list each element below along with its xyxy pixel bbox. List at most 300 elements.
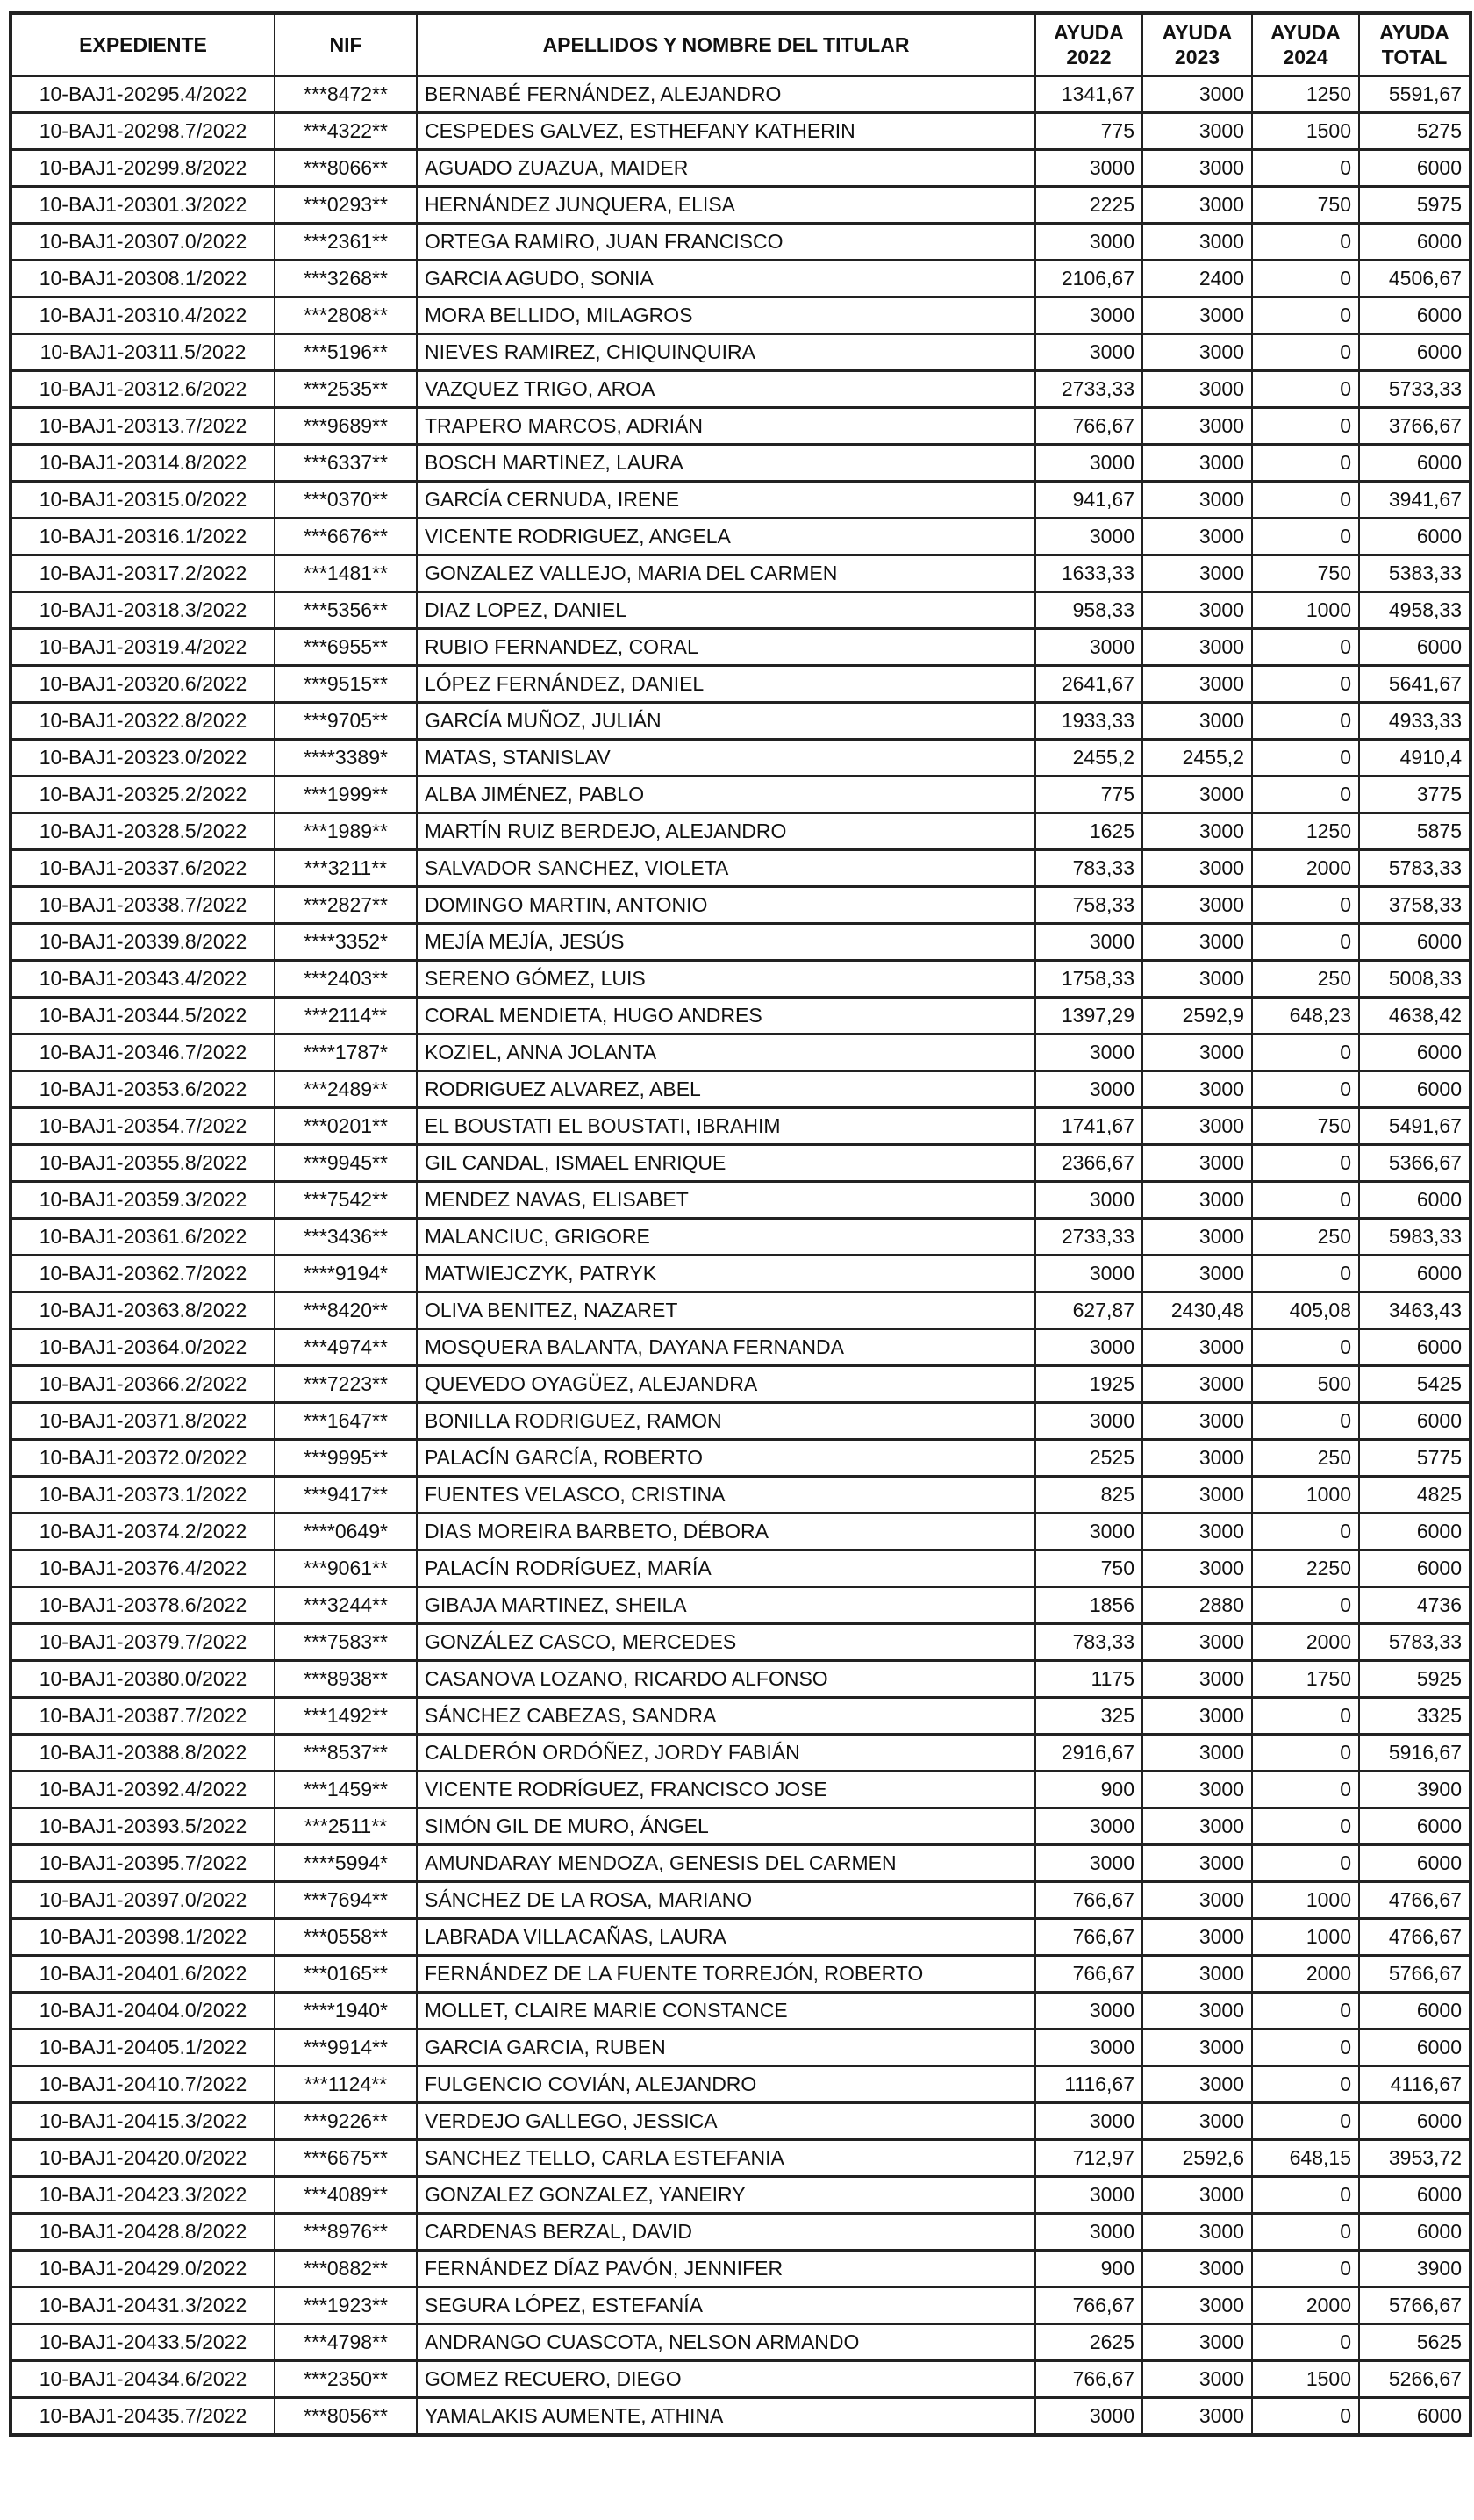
cell-expediente: 10-BAJ1-20379.7/2022 [11, 1624, 275, 1661]
cell-nif: ***4974** [275, 1329, 417, 1366]
cell-ayuda-2024: 648,15 [1252, 2140, 1359, 2177]
cell-nif: ***8976** [275, 2214, 417, 2251]
cell-titular: SÁNCHEZ CABEZAS, SANDRA [417, 1698, 1035, 1735]
cell-nif: ***3268** [275, 261, 417, 297]
cell-ayuda-total: 5275 [1359, 113, 1470, 150]
table-row [11, 261, 1470, 297]
cell-ayuda-2023: 3000 [1142, 371, 1252, 408]
table-row [11, 998, 1470, 1034]
cell-nif: ***6675** [275, 2140, 417, 2177]
cell-ayuda-2023: 3000 [1142, 1403, 1252, 1440]
cell-titular: GONZÁLEZ CASCO, MERCEDES [417, 1624, 1035, 1661]
cell-ayuda-total: 5266,67 [1359, 2361, 1470, 2398]
table-row [11, 113, 1470, 150]
cell-expediente: 10-BAJ1-20404.0/2022 [11, 1993, 275, 2030]
cell-titular: VICENTE RODRÍGUEZ, FRANCISCO JOSE [417, 1772, 1035, 1808]
header-ayuda-2022 [1035, 13, 1142, 76]
cell-ayuda-2023: 3000 [1142, 850, 1252, 887]
cell-ayuda-2024: 0 [1252, 703, 1359, 740]
cell-ayuda-2023: 3000 [1142, 1071, 1252, 1108]
cell-nif: ***9995** [275, 1440, 417, 1477]
cell-titular: GOMEZ RECUERO, DIEGO [417, 2361, 1035, 2398]
cell-nif: ****1940* [275, 1993, 417, 2030]
cell-titular: MARTÍN RUIZ BERDEJO, ALEJANDRO [417, 813, 1035, 850]
cell-titular: SANCHEZ TELLO, CARLA ESTEFANIA [417, 2140, 1035, 2177]
cell-expediente: 10-BAJ1-20359.3/2022 [11, 1182, 275, 1219]
cell-expediente: 10-BAJ1-20373.1/2022 [11, 1477, 275, 1514]
cell-expediente: 10-BAJ1-20423.3/2022 [11, 2177, 275, 2214]
cell-expediente: 10-BAJ1-20392.4/2022 [11, 1772, 275, 1808]
cell-ayuda-2024: 648,23 [1252, 998, 1359, 1034]
cell-ayuda-2024: 0 [1252, 629, 1359, 666]
cell-titular: GARCIA GARCIA, RUBEN [417, 2030, 1035, 2066]
table-row [11, 1514, 1470, 1550]
cell-ayuda-2022: 766,67 [1035, 408, 1142, 445]
cell-ayuda-2022: 1341,67 [1035, 76, 1142, 113]
cell-titular: LÓPEZ FERNÁNDEZ, DANIEL [417, 666, 1035, 703]
cell-ayuda-total: 4116,67 [1359, 2066, 1470, 2103]
cell-nif: ***8420** [275, 1292, 417, 1329]
table-row [11, 519, 1470, 555]
cell-ayuda-2023: 3000 [1142, 2287, 1252, 2324]
cell-expediente: 10-BAJ1-20346.7/2022 [11, 1034, 275, 1071]
table-row [11, 555, 1470, 592]
cell-ayuda-2022: 825 [1035, 1477, 1142, 1514]
cell-ayuda-2023: 3000 [1142, 1108, 1252, 1145]
cell-ayuda-total: 5641,67 [1359, 666, 1470, 703]
cell-nif: ***3211** [275, 850, 417, 887]
cell-ayuda-2022: 2106,67 [1035, 261, 1142, 297]
cell-ayuda-2024: 250 [1252, 1440, 1359, 1477]
cell-ayuda-2024: 0 [1252, 924, 1359, 961]
cell-ayuda-total: 5783,33 [1359, 1624, 1470, 1661]
table-row [11, 887, 1470, 924]
table-row [11, 1735, 1470, 1772]
cell-expediente: 10-BAJ1-20353.6/2022 [11, 1071, 275, 1108]
cell-nif: ***0201** [275, 1108, 417, 1145]
cell-ayuda-total: 6000 [1359, 150, 1470, 187]
cell-ayuda-2024: 0 [1252, 334, 1359, 371]
cell-nif: ***3436** [275, 1219, 417, 1256]
cell-ayuda-2024: 0 [1252, 408, 1359, 445]
cell-ayuda-2022: 766,67 [1035, 1882, 1142, 1919]
cell-ayuda-2023: 2430,48 [1142, 1292, 1252, 1329]
cell-ayuda-2023: 3000 [1142, 519, 1252, 555]
cell-titular: DOMINGO MARTIN, ANTONIO [417, 887, 1035, 924]
cell-expediente: 10-BAJ1-20314.8/2022 [11, 445, 275, 482]
cell-titular: VERDEJO GALLEGO, JESSICA [417, 2103, 1035, 2140]
table-row [11, 76, 1470, 113]
cell-expediente: 10-BAJ1-20313.7/2022 [11, 408, 275, 445]
table-row [11, 1624, 1470, 1661]
cell-titular: SERENO GÓMEZ, LUIS [417, 961, 1035, 998]
cell-nif: ***9417** [275, 1477, 417, 1514]
table-row [11, 2030, 1470, 2066]
cell-ayuda-2024: 0 [1252, 1808, 1359, 1845]
cell-expediente: 10-BAJ1-20380.0/2022 [11, 1661, 275, 1698]
cell-ayuda-2022: 758,33 [1035, 887, 1142, 924]
table-row [11, 2066, 1470, 2103]
table-row [11, 2214, 1470, 2251]
cell-ayuda-total: 4736 [1359, 1587, 1470, 1624]
cell-nif: ***4089** [275, 2177, 417, 2214]
cell-nif: ***8056** [275, 2398, 417, 2436]
cell-ayuda-2022: 712,97 [1035, 2140, 1142, 2177]
cell-expediente: 10-BAJ1-20310.4/2022 [11, 297, 275, 334]
cell-nif: ****5994* [275, 1845, 417, 1882]
cell-titular: ORTEGA RAMIRO, JUAN FRANCISCO [417, 224, 1035, 261]
table-row [11, 2177, 1470, 2214]
cell-ayuda-2022: 1856 [1035, 1587, 1142, 1624]
cell-expediente: 10-BAJ1-20415.3/2022 [11, 2103, 275, 2140]
cell-ayuda-2024: 0 [1252, 2251, 1359, 2287]
cell-nif: ***1459** [275, 1772, 417, 1808]
cell-ayuda-2024: 1000 [1252, 1919, 1359, 1956]
cell-titular: VAZQUEZ TRIGO, AROA [417, 371, 1035, 408]
cell-ayuda-2024: 750 [1252, 555, 1359, 592]
cell-expediente: 10-BAJ1-20319.4/2022 [11, 629, 275, 666]
cell-ayuda-2023: 3000 [1142, 555, 1252, 592]
cell-ayuda-2022: 2733,33 [1035, 1219, 1142, 1256]
cell-expediente: 10-BAJ1-20431.3/2022 [11, 2287, 275, 2324]
cell-titular: SÁNCHEZ DE LA ROSA, MARIANO [417, 1882, 1035, 1919]
cell-titular: FUENTES VELASCO, CRISTINA [417, 1477, 1035, 1514]
table-row [11, 1182, 1470, 1219]
cell-ayuda-2023: 3000 [1142, 445, 1252, 482]
cell-ayuda-2022: 1175 [1035, 1661, 1142, 1698]
table-row [11, 1440, 1470, 1477]
cell-nif: ***6955** [275, 629, 417, 666]
cell-expediente: 10-BAJ1-20317.2/2022 [11, 555, 275, 592]
cell-ayuda-2024: 0 [1252, 1256, 1359, 1292]
cell-nif: ***2114** [275, 998, 417, 1034]
table-row [11, 961, 1470, 998]
cell-nif: ***2535** [275, 371, 417, 408]
cell-titular: SALVADOR SANCHEZ, VIOLETA [417, 850, 1035, 887]
table-row [11, 1034, 1470, 1071]
cell-titular: MENDEZ NAVAS, ELISABET [417, 1182, 1035, 1219]
cell-ayuda-2022: 3000 [1035, 519, 1142, 555]
header-text: AYUDA [1379, 21, 1449, 44]
cell-ayuda-total: 6000 [1359, 1808, 1470, 1845]
cell-ayuda-2024: 0 [1252, 1735, 1359, 1772]
cell-ayuda-2023: 3000 [1142, 1993, 1252, 2030]
cell-ayuda-total: 3953,72 [1359, 2140, 1470, 2177]
cell-ayuda-2022: 2525 [1035, 1440, 1142, 1477]
table-row [11, 1292, 1470, 1329]
table-row [11, 2140, 1470, 2177]
cell-ayuda-total: 6000 [1359, 334, 1470, 371]
cell-ayuda-2022: 775 [1035, 113, 1142, 150]
cell-titular: BONILLA RODRIGUEZ, RAMON [417, 1403, 1035, 1440]
cell-ayuda-total: 6000 [1359, 1514, 1470, 1550]
cell-ayuda-2023: 3000 [1142, 887, 1252, 924]
cell-ayuda-2022: 3000 [1035, 1993, 1142, 2030]
table-row [11, 1993, 1470, 2030]
cell-titular: GARCIA AGUDO, SONIA [417, 261, 1035, 297]
table-row [11, 371, 1470, 408]
cell-ayuda-2024: 0 [1252, 445, 1359, 482]
cell-ayuda-total: 3766,67 [1359, 408, 1470, 445]
cell-ayuda-2024: 0 [1252, 1993, 1359, 2030]
cell-ayuda-2022: 3000 [1035, 2103, 1142, 2140]
cell-titular: ALBA JIMÉNEZ, PABLO [417, 777, 1035, 813]
table-row [11, 1882, 1470, 1919]
header-expediente: EXPEDIENTE [11, 13, 275, 76]
cell-ayuda-total: 6000 [1359, 1993, 1470, 2030]
cell-nif: ***7694** [275, 1882, 417, 1919]
cell-titular: TRAPERO MARCOS, ADRIÁN [417, 408, 1035, 445]
cell-expediente: 10-BAJ1-20301.3/2022 [11, 187, 275, 224]
cell-expediente: 10-BAJ1-20337.6/2022 [11, 850, 275, 887]
cell-ayuda-2024: 1000 [1252, 592, 1359, 629]
cell-ayuda-2024: 0 [1252, 666, 1359, 703]
cell-ayuda-2024: 0 [1252, 1514, 1359, 1550]
header-text: AYUDA [1054, 21, 1124, 44]
cell-ayuda-2024: 750 [1252, 187, 1359, 224]
cell-expediente: 10-BAJ1-20397.0/2022 [11, 1882, 275, 1919]
cell-ayuda-2023: 3000 [1142, 592, 1252, 629]
cell-ayuda-2024: 1500 [1252, 113, 1359, 150]
cell-ayuda-2022: 3000 [1035, 1403, 1142, 1440]
cell-ayuda-2022: 766,67 [1035, 2287, 1142, 2324]
cell-expediente: 10-BAJ1-20362.7/2022 [11, 1256, 275, 1292]
cell-nif: ***9705** [275, 703, 417, 740]
cell-ayuda-2023: 2880 [1142, 1587, 1252, 1624]
cell-ayuda-2022: 3000 [1035, 297, 1142, 334]
cell-ayuda-2024: 0 [1252, 1329, 1359, 1366]
cell-ayuda-total: 6000 [1359, 2214, 1470, 2251]
cell-titular: DIAZ LOPEZ, DANIEL [417, 592, 1035, 629]
cell-ayuda-2023: 3000 [1142, 334, 1252, 371]
cell-ayuda-2022: 3000 [1035, 224, 1142, 261]
cell-ayuda-2022: 627,87 [1035, 1292, 1142, 1329]
header-nif: NIF [275, 13, 417, 76]
cell-ayuda-2022: 3000 [1035, 2398, 1142, 2436]
cell-nif: ***0882** [275, 2251, 417, 2287]
cell-ayuda-total: 5983,33 [1359, 1219, 1470, 1256]
cell-ayuda-2024: 0 [1252, 887, 1359, 924]
cell-ayuda-total: 6000 [1359, 2177, 1470, 2214]
cell-ayuda-2023: 3000 [1142, 224, 1252, 261]
cell-ayuda-2023: 3000 [1142, 2398, 1252, 2436]
cell-ayuda-total: 6000 [1359, 1403, 1470, 1440]
cell-ayuda-2022: 3000 [1035, 924, 1142, 961]
cell-ayuda-2023: 2400 [1142, 261, 1252, 297]
cell-titular: EL BOUSTATI EL BOUSTATI, IBRAHIM [417, 1108, 1035, 1145]
cell-ayuda-2024: 0 [1252, 482, 1359, 519]
cell-ayuda-2022: 766,67 [1035, 1956, 1142, 1993]
cell-ayuda-2023: 3000 [1142, 150, 1252, 187]
table-row [11, 1366, 1470, 1403]
cell-titular: BOSCH MARTINEZ, LAURA [417, 445, 1035, 482]
cell-titular: GIL CANDAL, ISMAEL ENRIQUE [417, 1145, 1035, 1182]
cell-nif: ****0649* [275, 1514, 417, 1550]
cell-titular: GARCÍA CERNUDA, IRENE [417, 482, 1035, 519]
cell-ayuda-2024: 0 [1252, 2398, 1359, 2436]
header-text: AYUDA [1162, 21, 1233, 44]
cell-ayuda-2024: 0 [1252, 150, 1359, 187]
table-body [11, 76, 1470, 2436]
cell-ayuda-total: 3758,33 [1359, 887, 1470, 924]
cell-nif: ****3389* [275, 740, 417, 777]
cell-ayuda-total: 6000 [1359, 924, 1470, 961]
cell-ayuda-2024: 405,08 [1252, 1292, 1359, 1329]
cell-ayuda-2022: 766,67 [1035, 2361, 1142, 2398]
cell-ayuda-2023: 2592,9 [1142, 998, 1252, 1034]
cell-ayuda-total: 4910,4 [1359, 740, 1470, 777]
table-row [11, 924, 1470, 961]
cell-titular: GARCÍA MUÑOZ, JULIÁN [417, 703, 1035, 740]
cell-ayuda-2024: 500 [1252, 1366, 1359, 1403]
cell-expediente: 10-BAJ1-20320.6/2022 [11, 666, 275, 703]
cell-ayuda-2024: 1750 [1252, 1661, 1359, 1698]
cell-ayuda-total: 3775 [1359, 777, 1470, 813]
cell-ayuda-2022: 3000 [1035, 629, 1142, 666]
cell-titular: YAMALAKIS AUMENTE, ATHINA [417, 2398, 1035, 2436]
cell-expediente: 10-BAJ1-20318.3/2022 [11, 592, 275, 629]
cell-ayuda-2022: 783,33 [1035, 850, 1142, 887]
cell-titular: OLIVA BENITEZ, NAZARET [417, 1292, 1035, 1329]
cell-nif: ***8066** [275, 150, 417, 187]
cell-ayuda-2023: 3000 [1142, 1145, 1252, 1182]
cell-ayuda-2022: 2733,33 [1035, 371, 1142, 408]
cell-ayuda-2024: 1250 [1252, 813, 1359, 850]
cell-expediente: 10-BAJ1-20311.5/2022 [11, 334, 275, 371]
cell-ayuda-2022: 1741,67 [1035, 1108, 1142, 1145]
cell-ayuda-total: 4766,67 [1359, 1919, 1470, 1956]
cell-expediente: 10-BAJ1-20325.2/2022 [11, 777, 275, 813]
cell-ayuda-total: 4638,42 [1359, 998, 1470, 1034]
table-row [11, 297, 1470, 334]
cell-expediente: 10-BAJ1-20316.1/2022 [11, 519, 275, 555]
cell-ayuda-total: 5366,67 [1359, 1145, 1470, 1182]
cell-expediente: 10-BAJ1-20323.0/2022 [11, 740, 275, 777]
cell-ayuda-2023: 3000 [1142, 1219, 1252, 1256]
cell-ayuda-2023: 3000 [1142, 777, 1252, 813]
cell-ayuda-2023: 3000 [1142, 2103, 1252, 2140]
cell-expediente: 10-BAJ1-20308.1/2022 [11, 261, 275, 297]
cell-expediente: 10-BAJ1-20312.6/2022 [11, 371, 275, 408]
cell-ayuda-2022: 3000 [1035, 2214, 1142, 2251]
cell-ayuda-2022: 1758,33 [1035, 961, 1142, 998]
cell-titular: MOSQUERA BALANTA, DAYANA FERNANDA [417, 1329, 1035, 1366]
cell-ayuda-2023: 3000 [1142, 924, 1252, 961]
table-row [11, 850, 1470, 887]
table-row [11, 1919, 1470, 1956]
cell-expediente: 10-BAJ1-20322.8/2022 [11, 703, 275, 740]
cell-ayuda-2022: 3000 [1035, 2177, 1142, 2214]
cell-nif: ***0370** [275, 482, 417, 519]
cell-ayuda-2024: 0 [1252, 1034, 1359, 1071]
cell-titular: GONZALEZ GONZALEZ, YANEIRY [417, 2177, 1035, 2214]
cell-titular: CORAL MENDIETA, HUGO ANDRES [417, 998, 1035, 1034]
cell-ayuda-total: 3941,67 [1359, 482, 1470, 519]
cell-ayuda-2023: 3000 [1142, 1182, 1252, 1219]
cell-ayuda-2022: 2225 [1035, 187, 1142, 224]
cell-expediente: 10-BAJ1-20363.8/2022 [11, 1292, 275, 1329]
cell-ayuda-2024: 0 [1252, 1587, 1359, 1624]
cell-ayuda-total: 4825 [1359, 1477, 1470, 1514]
cell-nif: ***1647** [275, 1403, 417, 1440]
header-text: 2022 [1066, 46, 1112, 68]
cell-ayuda-2022: 750 [1035, 1550, 1142, 1587]
table-row [11, 1108, 1470, 1145]
table-row [11, 1477, 1470, 1514]
cell-ayuda-2023: 3000 [1142, 1735, 1252, 1772]
cell-ayuda-2023: 3000 [1142, 1034, 1252, 1071]
cell-expediente: 10-BAJ1-20338.7/2022 [11, 887, 275, 924]
cell-ayuda-2022: 775 [1035, 777, 1142, 813]
cell-nif: ****3352* [275, 924, 417, 961]
table-row [11, 629, 1470, 666]
cell-ayuda-2022: 783,33 [1035, 1624, 1142, 1661]
cell-titular: MALANCIUC, GRIGORE [417, 1219, 1035, 1256]
cell-ayuda-2024: 0 [1252, 371, 1359, 408]
cell-ayuda-2024: 0 [1252, 2177, 1359, 2214]
cell-ayuda-total: 5766,67 [1359, 1956, 1470, 1993]
cell-expediente: 10-BAJ1-20328.5/2022 [11, 813, 275, 850]
cell-ayuda-2023: 3000 [1142, 1514, 1252, 1550]
cell-ayuda-2022: 1625 [1035, 813, 1142, 850]
cell-ayuda-2024: 1000 [1252, 1477, 1359, 1514]
table-row [11, 740, 1470, 777]
cell-ayuda-2023: 3000 [1142, 2324, 1252, 2361]
cell-ayuda-total: 6000 [1359, 519, 1470, 555]
cell-ayuda-2022: 3000 [1035, 2030, 1142, 2066]
cell-ayuda-2024: 0 [1252, 2324, 1359, 2361]
cell-nif: ***1923** [275, 2287, 417, 2324]
cell-ayuda-total: 4933,33 [1359, 703, 1470, 740]
cell-ayuda-2022: 1633,33 [1035, 555, 1142, 592]
cell-nif: ***6676** [275, 519, 417, 555]
header-text: 2024 [1283, 46, 1328, 68]
cell-titular: VICENTE RODRIGUEZ, ANGELA [417, 519, 1035, 555]
cell-ayuda-2022: 3000 [1035, 1182, 1142, 1219]
cell-nif: ***9945** [275, 1145, 417, 1182]
cell-ayuda-2023: 3000 [1142, 2251, 1252, 2287]
cell-ayuda-2022: 958,33 [1035, 592, 1142, 629]
cell-titular: MATWIEJCZYK, PATRYK [417, 1256, 1035, 1292]
table-row [11, 2324, 1470, 2361]
cell-nif: ***1124** [275, 2066, 417, 2103]
cell-ayuda-2023: 3000 [1142, 408, 1252, 445]
cell-expediente: 10-BAJ1-20395.7/2022 [11, 1845, 275, 1882]
cell-ayuda-total: 5425 [1359, 1366, 1470, 1403]
cell-titular: NIEVES RAMIREZ, CHIQUINQUIRA [417, 334, 1035, 371]
table-row [11, 666, 1470, 703]
cell-ayuda-2023: 3000 [1142, 1772, 1252, 1808]
cell-nif: ***9226** [275, 2103, 417, 2140]
header-text: TOTAL [1381, 46, 1448, 68]
cell-nif: ***9914** [275, 2030, 417, 2066]
cell-titular: PALACÍN RODRÍGUEZ, MARÍA [417, 1550, 1035, 1587]
cell-ayuda-2023: 3000 [1142, 2066, 1252, 2103]
cell-ayuda-total: 3900 [1359, 1772, 1470, 1808]
table-row [11, 408, 1470, 445]
cell-titular: MORA BELLIDO, MILAGROS [417, 297, 1035, 334]
cell-expediente: 10-BAJ1-20388.8/2022 [11, 1735, 275, 1772]
cell-ayuda-total: 6000 [1359, 1845, 1470, 1882]
table-row [11, 1698, 1470, 1735]
header-text: 2023 [1174, 46, 1220, 68]
cell-ayuda-2023: 2455,2 [1142, 740, 1252, 777]
table-row [11, 2287, 1470, 2324]
cell-expediente: 10-BAJ1-20299.8/2022 [11, 150, 275, 187]
cell-ayuda-2023: 3000 [1142, 1698, 1252, 1735]
cell-expediente: 10-BAJ1-20307.0/2022 [11, 224, 275, 261]
cell-ayuda-2022: 2916,67 [1035, 1735, 1142, 1772]
